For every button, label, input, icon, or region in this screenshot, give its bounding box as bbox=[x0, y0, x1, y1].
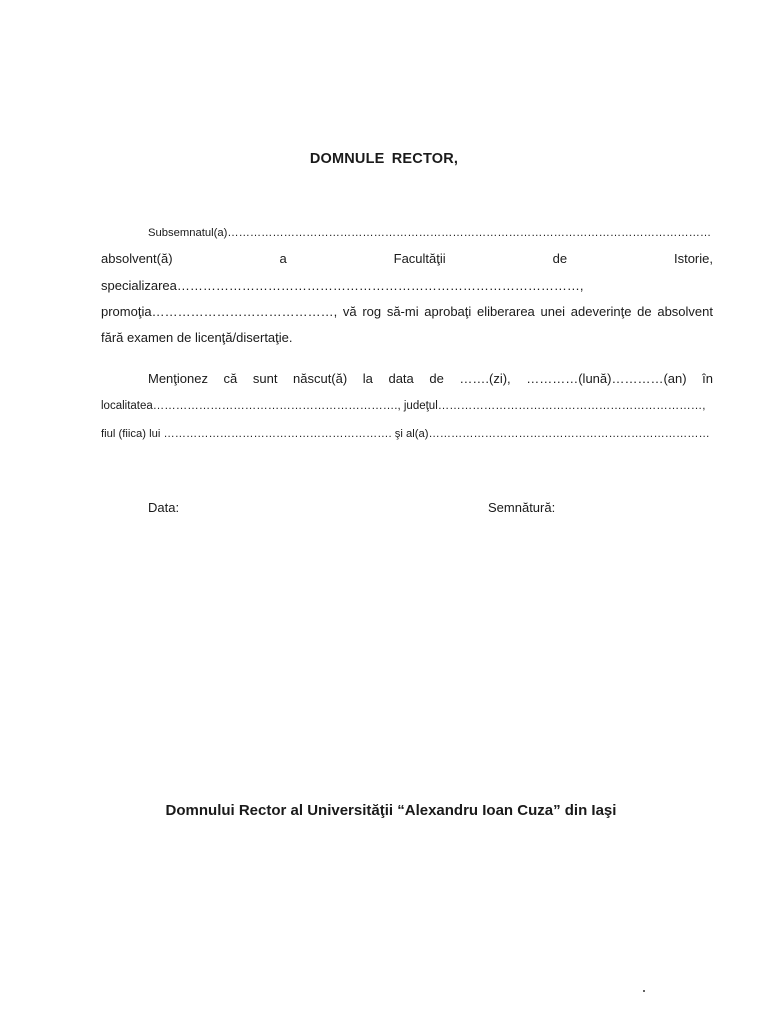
date-label: Data: bbox=[148, 500, 180, 515]
line-fiul: fiul (fiica) lui ……………………………………………………. şi al(a)………………………………………………………………… bbox=[101, 428, 710, 440]
line-absolvent: absolvent(ă) a Facultăţii de Istorie, bbox=[101, 251, 713, 266]
document-title: DOMNULE RECTOR, bbox=[309, 151, 459, 167]
line-fara-examen: fără examen de licenţă/disertaţie. bbox=[101, 330, 293, 345]
line-mentionez: Menţionez că sunt născut(ă) la data de …….(zi), …………(lună)…………(an) în bbox=[148, 371, 713, 386]
scan-speck bbox=[643, 990, 645, 992]
line-specializarea: specializarea…………………………………………………………………………………, bbox=[101, 278, 584, 293]
line-promotia: promoţia……………………………………, vă rog să-mi aprobaţi eliberarea unei adeverinţe de absolvent bbox=[101, 304, 713, 319]
addressee-footer: Domnului Rector al Universităţii “Alexandru Ioan Cuza” din Iaşi bbox=[165, 802, 617, 819]
line-subsemnatul: Subsemnatul(a)………………………………………………………………………………………………………………… bbox=[148, 227, 712, 239]
line-localitatea: localitatea………………………………………………………., judeţul……………………………………………………………, bbox=[101, 400, 706, 412]
signature-label: Semnătură: bbox=[488, 500, 556, 515]
